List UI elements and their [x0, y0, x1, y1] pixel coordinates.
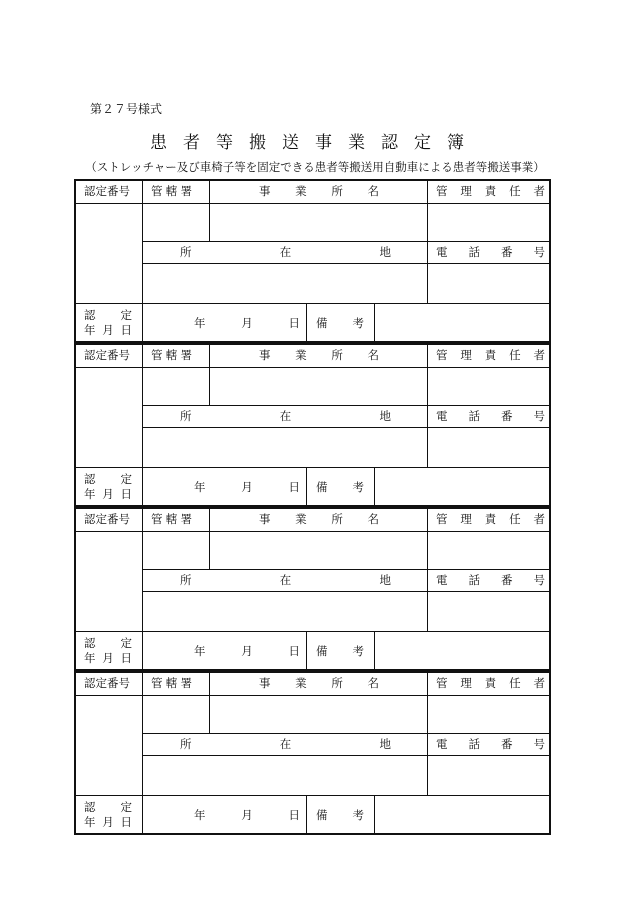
cert-date-field[interactable] [144, 633, 190, 669]
phone-label: 電 話 番 号 [436, 737, 545, 751]
grid-line-horizontal [74, 203, 551, 204]
phone-field[interactable] [429, 757, 547, 793]
office-name-label: 事 業 所 名 [259, 676, 379, 690]
office-name-label: 事 業 所 名 [259, 512, 379, 526]
office-name-field[interactable] [211, 205, 425, 239]
address-label: 所 在 地 [180, 245, 391, 259]
grid-line-vertical [374, 467, 375, 507]
address-field[interactable] [144, 265, 425, 301]
cert-date-ymd: 年 月 日 [194, 480, 300, 494]
remarks-label: 備 考 [316, 808, 364, 822]
phone-field[interactable] [429, 265, 547, 301]
cert-number-label: 認定番号 [84, 676, 130, 690]
grid-line-horizontal [74, 367, 551, 368]
office-name-field[interactable] [211, 533, 425, 567]
cert-date-ymd: 年 月 日 [194, 644, 300, 658]
jurisdiction-field[interactable] [144, 369, 207, 403]
cert-date-ymd: 年 月 日 [194, 316, 300, 330]
cert-number-label: 認定番号 [84, 184, 130, 198]
page-title: 患者等搬送事業認定簿 [150, 133, 480, 153]
cert-date-label: 認 定 年 月 日 [84, 472, 132, 501]
jurisdiction-label: 管 轄 署 [151, 512, 192, 526]
phone-label: 電 話 番 号 [436, 573, 545, 587]
grid-line-horizontal [142, 591, 551, 592]
remarks-label: 備 考 [316, 316, 364, 330]
remarks-field[interactable] [376, 305, 547, 341]
manager-field[interactable] [429, 369, 547, 403]
address-field[interactable] [144, 757, 425, 793]
cert-number-label: 認定番号 [84, 512, 130, 526]
remarks-field[interactable] [376, 469, 547, 505]
phone-field[interactable] [429, 429, 547, 465]
grid-line-vertical [374, 303, 375, 343]
page-subtitle: （ストレッチャー及び車椅子等を固定できる患者等搬送用自動車による患者等搬送事業） [85, 160, 545, 174]
grid-line-vertical [374, 631, 375, 671]
register-entry [74, 343, 551, 507]
grid-line-vertical [374, 795, 375, 835]
cert-date-label: 認 定 年 月 日 [84, 636, 132, 665]
register-entry [74, 507, 551, 671]
manager-label: 管 理 責 任 者 [436, 348, 545, 362]
manager-field[interactable] [429, 205, 547, 239]
grid-line-horizontal [142, 427, 551, 428]
remarks-label: 備 考 [316, 644, 364, 658]
jurisdiction-label: 管 轄 署 [151, 184, 192, 198]
remarks-label: 備 考 [316, 480, 364, 494]
jurisdiction-field[interactable] [144, 697, 207, 731]
jurisdiction-label: 管 轄 署 [151, 676, 192, 690]
manager-label: 管 理 責 任 者 [436, 184, 545, 198]
jurisdiction-label: 管 轄 署 [151, 348, 192, 362]
phone-field[interactable] [429, 593, 547, 629]
office-name-field[interactable] [211, 697, 425, 731]
grid-line-horizontal [142, 263, 551, 264]
office-name-label: 事 業 所 名 [259, 184, 379, 198]
office-name-field[interactable] [211, 369, 425, 403]
address-field[interactable] [144, 593, 425, 629]
grid-line-horizontal [74, 531, 551, 532]
form-number: 第２７号様式 [90, 102, 163, 116]
office-name-label: 事 業 所 名 [259, 348, 379, 362]
address-label: 所 在 地 [180, 573, 391, 587]
register-entry [74, 671, 551, 835]
jurisdiction-field[interactable] [144, 205, 207, 239]
cert-date-field[interactable] [144, 469, 190, 505]
register-entry [74, 179, 551, 343]
address-field[interactable] [144, 429, 425, 465]
phone-label: 電 話 番 号 [436, 409, 545, 423]
cert-number-label: 認定番号 [84, 348, 130, 362]
remarks-field[interactable] [376, 633, 547, 669]
manager-field[interactable] [429, 533, 547, 567]
grid-line-horizontal [74, 695, 551, 696]
grid-line-horizontal [142, 755, 551, 756]
remarks-field[interactable] [376, 797, 547, 833]
cert-date-field[interactable] [144, 305, 190, 341]
cert-date-field[interactable] [144, 797, 190, 833]
cert-date-label: 認 定 年 月 日 [84, 800, 132, 829]
manager-label: 管 理 責 任 者 [436, 512, 545, 526]
address-label: 所 在 地 [180, 737, 391, 751]
cert-date-ymd: 年 月 日 [194, 808, 300, 822]
address-label: 所 在 地 [180, 409, 391, 423]
cert-number-field[interactable] [76, 369, 140, 465]
cert-number-field[interactable] [76, 697, 140, 793]
cert-number-field[interactable] [76, 205, 140, 301]
cert-number-field[interactable] [76, 533, 140, 629]
manager-field[interactable] [429, 697, 547, 731]
certification-register [74, 179, 551, 835]
cert-date-label: 認 定 年 月 日 [84, 308, 132, 337]
jurisdiction-field[interactable] [144, 533, 207, 567]
phone-label: 電 話 番 号 [436, 245, 545, 259]
manager-label: 管 理 責 任 者 [436, 676, 545, 690]
